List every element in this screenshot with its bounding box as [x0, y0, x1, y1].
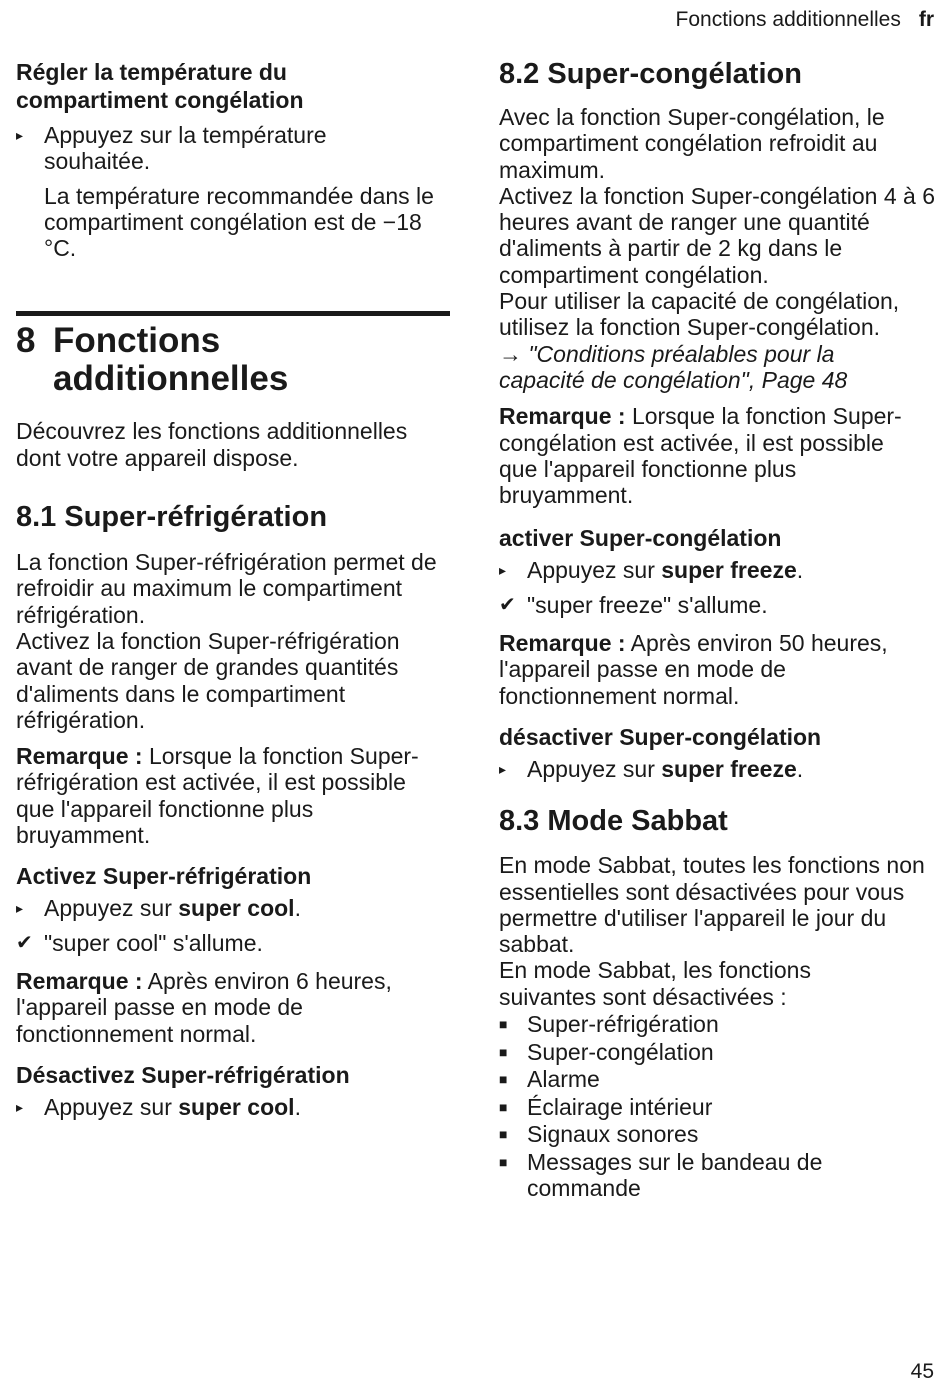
square-bullet-icon: ■ — [499, 1098, 508, 1115]
xref-arrow-icon: → — [499, 340, 522, 367]
left-column — [16, 58, 450, 1120]
deactivate-freeze-heading: désactiver Super-congélation — [499, 723, 822, 750]
right-column — [499, 58, 935, 1201]
temp-result: La température recommandée dans le compartiment congélation est de −18 °C. — [44, 182, 434, 262]
remark-label: Remarque : — [16, 967, 143, 994]
remark-label: Remarque : — [16, 743, 143, 770]
square-bullet-icon: ■ — [499, 1043, 508, 1060]
square-bullet-icon: ■ — [499, 1126, 508, 1143]
section-8-2-title: 8.2 Super-congélation — [499, 58, 802, 90]
s83-paragraph-2: En mode Sabbat, les fonctions suivantes sont désactivées : — [499, 957, 811, 1010]
header-section-title: Fonctions additionnelles — [675, 8, 901, 31]
s81-remark: Remarque : Lorsque la fonction Super-réfrigération est activée, il est possible que l'appareil fonctionne plus bruyamment. — [16, 743, 419, 849]
remark-label: Remarque : — [499, 630, 626, 657]
square-bullet-icon: ■ — [499, 1016, 508, 1033]
remark-label: Remarque : — [499, 403, 626, 430]
activate-cool-heading: Activez Super-réfrigération — [16, 863, 312, 890]
s82-paragraph-3: Pour utiliser la capacité de congélation, utilisez la fonction Super-congélation. — [499, 288, 900, 341]
activate-cool-step: ▸ Appuyez sur super cool. — [16, 895, 301, 922]
chapter-intro: Découvrez les fonctions additionnelles dont votre appareil dispose. — [16, 418, 408, 471]
deactivate-freeze-step: ▸ Appuyez sur super freeze. — [499, 755, 804, 782]
s81-remark-2: Remarque : Après environ 6 heures, l'appareil passe en mode de fonctionnement normal. — [16, 967, 392, 1047]
super-freeze-key: super freeze — [661, 557, 797, 584]
square-bullet-icon: ■ — [499, 1153, 508, 1170]
activate-freeze-heading: activer Super-congélation — [499, 525, 782, 552]
cool-result: ✔ "super cool" s'allume. — [16, 929, 263, 956]
freeze-result: ✔ "super freeze" s'allume. — [499, 591, 768, 618]
deactivate-cool-heading: Désactivez Super-réfrigération — [16, 1061, 350, 1088]
chapter-rule — [16, 311, 450, 316]
list-item: ■ Super-congélation — [499, 1038, 714, 1065]
super-cool-key: super cool — [178, 895, 295, 922]
super-freeze-key: super freeze — [661, 755, 797, 782]
temp-step: ▸ Appuyez sur la température souhaitée. — [16, 122, 327, 175]
s82-paragraph-2: Activez la fonction Super-congélation 4 à 6 heures avant de ranger une quantité d'aliments à partir de 2 kg dans le compartiment congélation. — [499, 182, 935, 288]
chapter-number: 8 — [16, 321, 36, 361]
check-icon: ✔ — [16, 931, 33, 954]
step-arrow-icon: ▸ — [499, 760, 507, 777]
header-language: fr — [918, 8, 934, 31]
s81-paragraph-1: La fonction Super-réfrigération permet de refroidir au maximum le compartiment réfrigération. — [16, 549, 437, 628]
running-header — [676, 8, 934, 32]
s82-remark: Remarque : Lorsque la fonction Super-congélation est activée, il est possible que l'appareil fonctionne plus bruyamment. — [499, 403, 902, 509]
section-8-3-title: 8.3 Mode Sabbat — [499, 805, 728, 838]
s82-remark-2: Remarque : Après environ 50 heures, l'appareil passe en mode de fonctionnement normal. — [499, 630, 888, 709]
list-item: ■ Alarme — [499, 1066, 600, 1093]
step-arrow-icon: ▸ — [16, 900, 24, 917]
s82-paragraph-1: Avec la fonction Super-congélation, le compartiment congélation refroidit au maximum. — [499, 104, 885, 183]
list-item: ■ Messages sur le bandeau de commande — [499, 1148, 823, 1201]
step-arrow-icon: ▸ — [499, 562, 507, 579]
chapter-title: 8 Fonctions additionnelles — [16, 321, 289, 399]
list-item: ■ Signaux sonores — [499, 1121, 699, 1148]
super-cool-key: super cool — [178, 1093, 295, 1120]
deactivate-cool-step: ▸ Appuyez sur super cool. — [16, 1093, 301, 1120]
temp-heading: Régler la température du compartiment congélation — [16, 59, 304, 113]
square-bullet-icon: ■ — [499, 1071, 508, 1088]
sabbat-list — [499, 1011, 935, 1201]
activate-freeze-step: ▸ Appuyez sur super freeze. — [499, 557, 804, 584]
s81-paragraph-2: Activez la fonction Super-réfrigération avant de ranger de grandes quantités d'aliments dans le compartiment réfrigération. — [16, 627, 400, 733]
section-8-1-title: 8.1 Super-réfrigération — [16, 501, 328, 534]
list-item: ■ Éclairage intérieur — [499, 1093, 713, 1120]
check-icon: ✔ — [499, 593, 516, 616]
step-arrow-icon: ▸ — [16, 127, 24, 143]
s83-paragraph-1: En mode Sabbat, toutes les fonctions non essentielles sont désactivées pour vous permettre d'utiliser l'appareil le jour du sabbat. — [499, 852, 925, 958]
list-item: ■ Super-réfrigération — [499, 1011, 719, 1038]
page-number: 45 — [910, 1360, 934, 1383]
step-arrow-icon: ▸ — [16, 1098, 24, 1115]
cross-reference-link[interactable]: → "Conditions préalables pour la capacité de congélation", Page 48 — [499, 340, 848, 393]
